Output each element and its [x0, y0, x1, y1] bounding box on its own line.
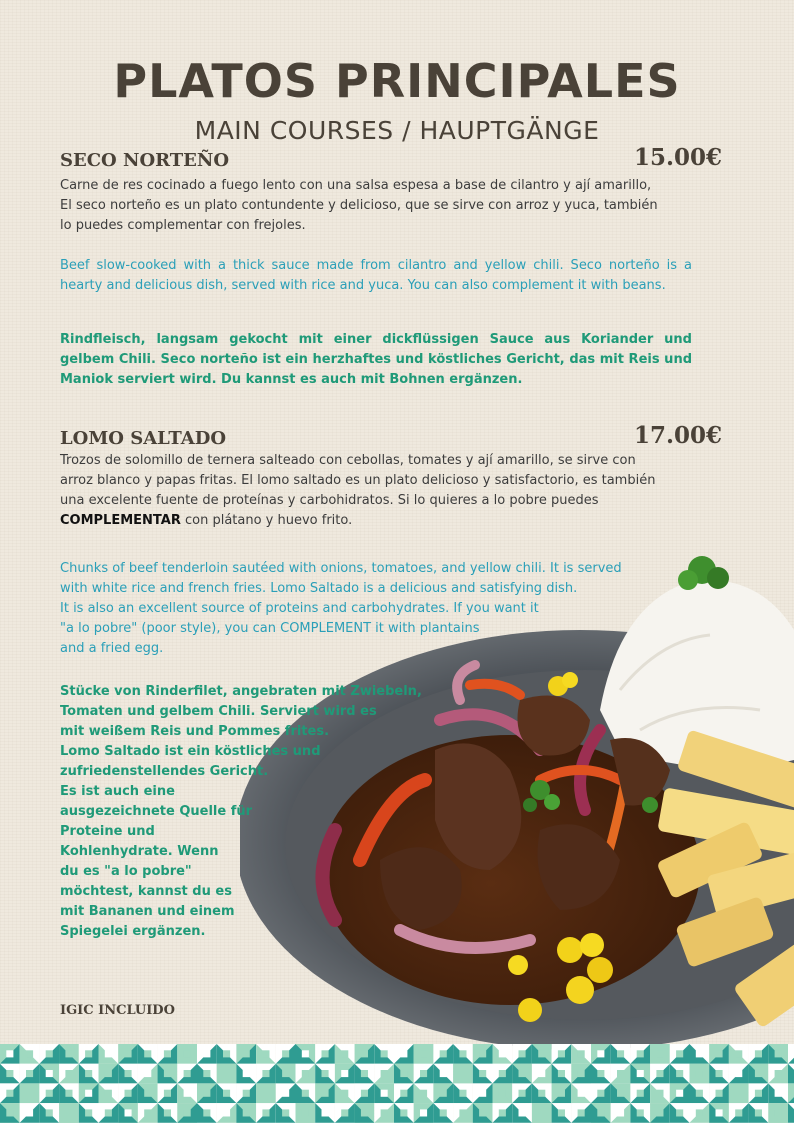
dish-description-de: Rindfleisch, langsam gekocht mit einer dickflüssigen Sauce aus Koriander und gelbem Chili. Seco norteño ist ein herzhaftes und köstliches Gericht, das mit Reis und Maniok serviert wird. Du kannst es auch mit Bohnen ergänzen.	[60, 332, 692, 387]
dish-description-en: Beef slow-cooked with a thick sauce made from cilantro and yellow chili. Seco norteño is a hearty and delicious dish, served with rice and yuca. You can also complement it with beans.	[60, 258, 692, 293]
dish-name-seco-norteno: SECO NORTEÑO	[60, 150, 230, 171]
dish-price-seco-norteno: 15.00€	[633, 144, 722, 171]
page-subtitle: MAIN COURSES / HAUPTGÄNGE	[194, 116, 600, 145]
dish-price-lomo-saltado: 17.00€	[633, 422, 722, 449]
decorative-border-pattern	[0, 1044, 794, 1123]
dish-name-lomo-saltado: LOMO SALTADO	[60, 428, 227, 449]
dish-description-es: Carne de res cocinado a fuego lento con una salsa espesa a base de cilantro y ají amarillo, El seco norteño es un plato contundente y delicioso, que se sirve con arroz y yuca, también lo puedes complementar con frejoles.	[60, 178, 658, 233]
dish-description-de: Stücke von Rinderfilet, angebraten mit Zwiebeln, Tomaten und gelbem Chili. Serviert wird es mit weißem Reis und Pommes frites. Lomo Saltado ist ein köstliches und zufriedenstellendes Gericht. Es ist auch eine ausgezeichnete Quelle für Proteine und Kohlenhydrate. Wenn du es "a lo pobre" möchtest, kannst du es mit Bananen und einem Spiegelei ergänzen.	[60, 684, 422, 939]
dish-description-en: Chunks of beef tenderloin sautéed with onions, tomatoes, and yellow chili. It is served with white rice and french fries. Lomo Saltado is a delicious and satisfying dish. It is also an excellent source of proteins and carbohydrates. If you want it "a lo pobre" (poor style), you can COMPLEMENT it with plantains and a fried egg.	[60, 561, 622, 656]
tax-included-note: IGIC INCLUIDO	[60, 1003, 175, 1018]
dish-description-es: Trozos de solomillo de ternera salteado con cebollas, tomates y ají amarillo, se sirve con arroz blanco y papas fritas. El lomo saltado es un plato delicioso y satisfactorio, es también una excelente fuente de proteínas y carbohidratos. Si lo quieres a lo pobre puedes COMPLEMENTAR con plátano y huevo frito.	[60, 453, 656, 528]
page-title: PLATOS PRINCIPALES	[113, 54, 681, 108]
